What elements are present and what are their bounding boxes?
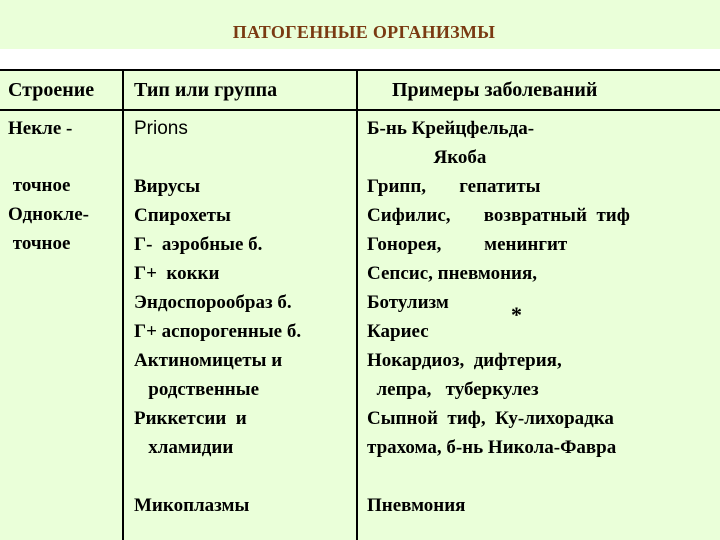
structure-non-cell-2: точное	[8, 175, 71, 196]
list-item: Риккетсии и	[134, 408, 247, 429]
header-structure: Строение	[8, 79, 95, 101]
list-item: Актиномицеты и	[134, 350, 283, 371]
list-item: Спирохеты	[134, 205, 231, 226]
list-item	[367, 462, 630, 491]
column-divider-2	[356, 69, 358, 540]
structure-unicell-2: точное	[8, 233, 71, 254]
list-item: Кариес	[367, 321, 429, 342]
asterisk-mark: *	[511, 302, 522, 327]
header-rule	[0, 109, 720, 111]
list-item: хламидии	[134, 437, 234, 458]
list-item: Микоплазмы	[134, 495, 250, 516]
list-item: Ботулизм	[367, 292, 449, 313]
list-item: Нокардиоз, дифтерия,	[367, 350, 562, 371]
list-item: Г- аэробные б.	[134, 234, 263, 255]
list-item: Сыпной тиф, Ку-лихорадка	[367, 408, 614, 429]
examples-list	[367, 114, 630, 520]
list-item: Г+ кокки	[134, 263, 220, 284]
list-item: Б-нь Крейцфельда-	[367, 118, 535, 139]
list-item: Эндоспорообраз б.	[134, 292, 292, 313]
separator-strip	[0, 49, 720, 69]
list-item: Вирусы	[134, 176, 201, 197]
header-type: Тип или группа	[134, 79, 278, 101]
list-item	[134, 143, 301, 172]
list-item: лепра, туберкулез	[367, 379, 539, 400]
structure-unicell: Однокле-	[8, 204, 89, 225]
list-item: Пневмония	[367, 495, 466, 516]
list-item: Г+ аспорогенные б.	[134, 321, 302, 342]
list-item: Prions	[134, 118, 188, 139]
list-item	[134, 462, 301, 491]
list-item: Гонорея, менингит	[367, 234, 568, 255]
table-top-rule	[0, 69, 720, 71]
page-title: ПАТОГЕННЫЕ ОРГАНИЗМЫ	[232, 22, 496, 42]
list-item: Сифилис, возвратный тиф	[367, 205, 630, 226]
list-item: Грипп, гепатиты	[367, 176, 541, 197]
list-item: Якоба	[367, 147, 487, 168]
list-item: Сепсис, пневмония,	[367, 263, 538, 284]
header-examples: Примеры заболеваний	[392, 79, 598, 101]
list-item: родственные	[134, 379, 260, 400]
type-list	[134, 114, 301, 520]
structure-non-cell: Некле -	[8, 118, 73, 139]
list-item: трахома, б-нь Никола-Фавра	[367, 437, 617, 458]
column-divider-1	[122, 69, 124, 540]
